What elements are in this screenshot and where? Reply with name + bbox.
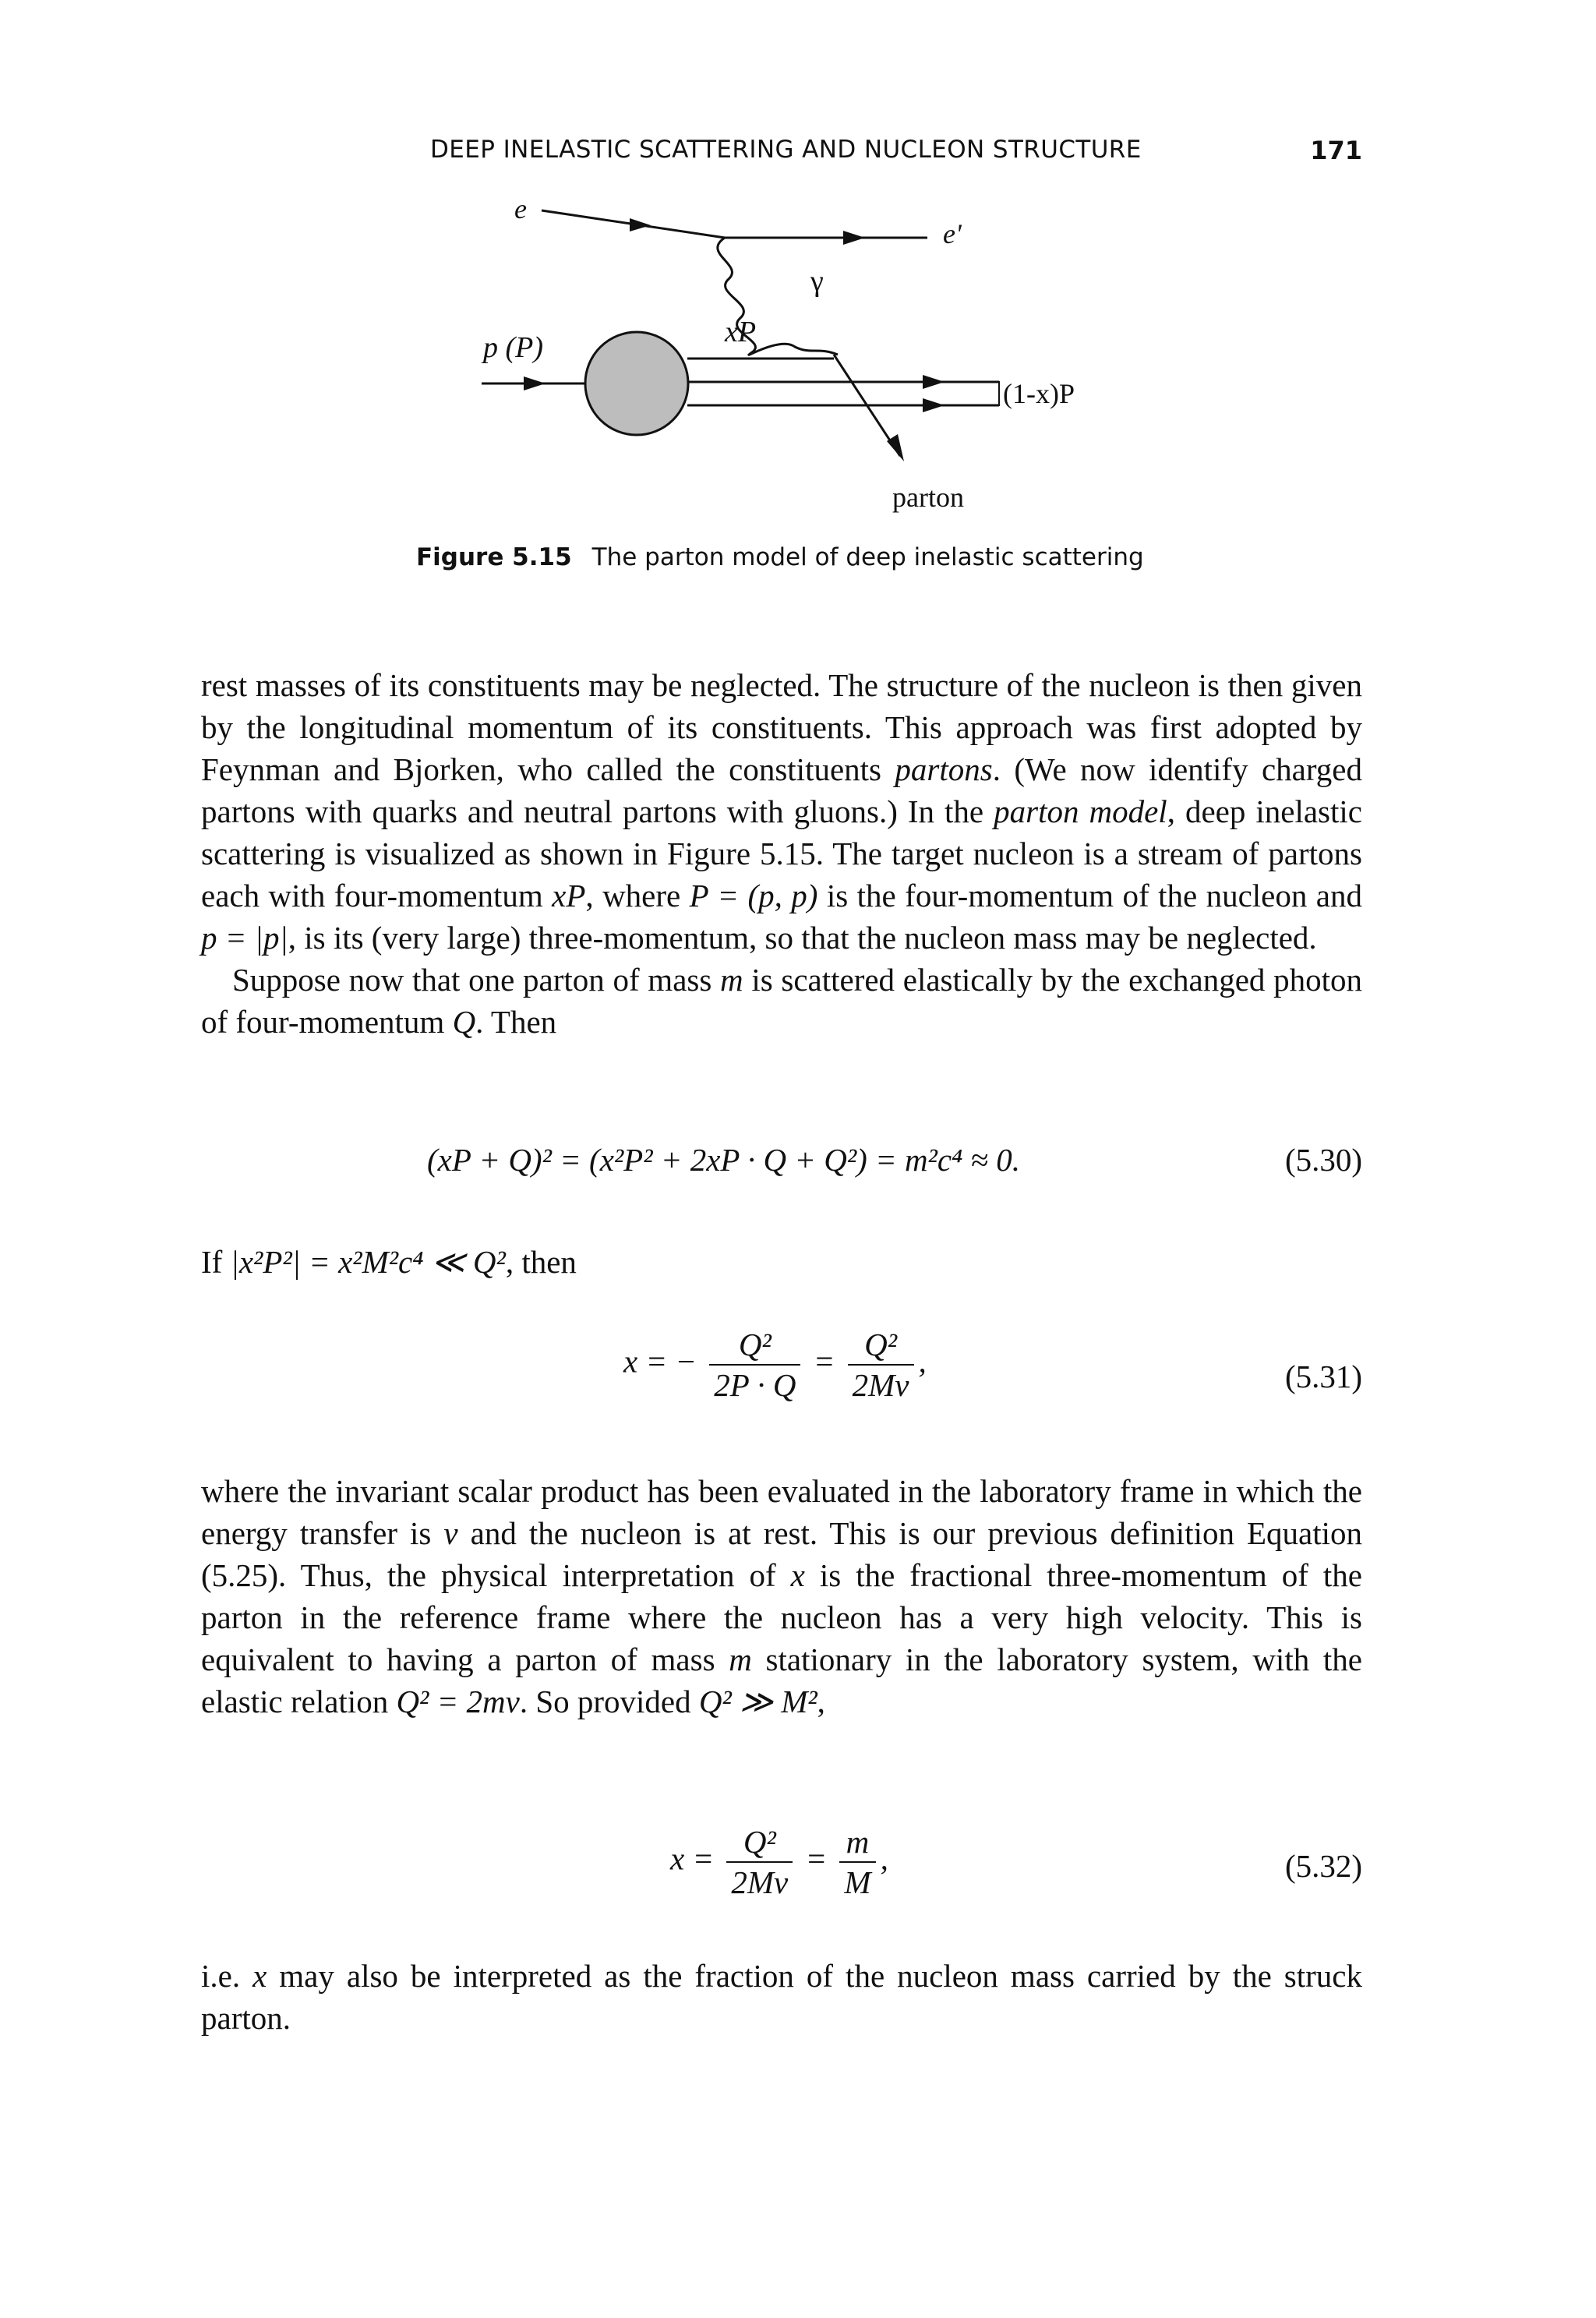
fraction <box>848 1327 914 1403</box>
electron-out-arrow <box>843 231 865 245</box>
text-run: may also be interpreted as the fraction of the nucleon mass carried by the struck parton. <box>201 1958 1362 2036</box>
paragraph-1 <box>201 664 1362 1043</box>
text-run: Suppose now that one parton of mass <box>232 962 721 998</box>
text-run: rest masses of its constituents may be neglected. The structure of the nucleon is then given by the longitudinal momentum of its constituents. This approach was first adopted by Feynman and Bjorken, who called the constituents <box>201 667 1362 787</box>
figure-caption-text: The parton model of deep inelastic scattering <box>591 543 1144 571</box>
condition-line <box>201 1241 1362 1283</box>
spectator-arrow-2 <box>923 398 945 412</box>
text-run: where the invariant scalar product has been evaluated in the laboratory frame in which the energy transfer is <box>201 1473 1362 1551</box>
label-gamma: γ <box>810 265 824 298</box>
fraction <box>726 1824 793 1900</box>
proton-in-arrow <box>524 376 546 390</box>
label-parton: parton <box>892 482 964 513</box>
text-run: is scattered elastically by the exchanged photon of four-momentum <box>201 962 1362 1040</box>
math-condition-2: Q² ≫ M² <box>698 1684 817 1719</box>
text-run: , is its (very large) three-momentum, so that the nucleon mass may be neglected. <box>288 920 1317 956</box>
numerator: Q² <box>709 1327 800 1366</box>
text-run: , then <box>505 1244 577 1280</box>
text-run: and the nucleon is at rest. This is our previous definition Equation (5.25). Thus, the physical interpretation of <box>201 1515 1363 1593</box>
numerator: Q² <box>848 1327 914 1366</box>
eq-lhs: x = <box>670 1840 715 1877</box>
text-run: is the four-momentum of the nucleon and <box>817 878 1362 913</box>
text-run: . So provided <box>519 1684 699 1719</box>
text-run: stationary in the laboratory system, with the elastic relation <box>201 1641 1362 1719</box>
equation-number-5-31: (5.31) <box>1284 1359 1362 1394</box>
term-partons: partons <box>895 751 993 787</box>
text-run: . Then <box>475 1004 557 1040</box>
denominator: 2Mν <box>852 1367 909 1403</box>
text-run: is the fractional three-momentum of the parton in the reference frame where the nucleon has a very high velocity. This is equivalent to having a parton of mass <box>201 1557 1363 1677</box>
equation-5-31 <box>623 1327 927 1403</box>
label-proton: p (P) <box>483 331 544 364</box>
math-x: x <box>790 1557 805 1593</box>
text-run: . (We now identify charged partons with quarks and neutral partons with gluons.) In the <box>201 751 1362 829</box>
denominator: M <box>844 1864 871 1900</box>
eq-sign: = <box>805 1840 828 1877</box>
electron-in-arrow <box>630 218 651 231</box>
math-nu: ν <box>443 1515 458 1551</box>
text-run: , where <box>585 878 690 913</box>
numerator: m <box>839 1824 875 1863</box>
denominator: 2Mν <box>731 1864 789 1900</box>
term-parton-model: parton model <box>994 793 1167 829</box>
math-condition: |x²P²| = x²M²c⁴ ≪ Q² <box>230 1244 506 1280</box>
text-run: i.e. <box>201 1958 253 1994</box>
text-run: If <box>201 1244 231 1280</box>
math-m: m <box>720 962 743 998</box>
fraction <box>709 1327 800 1403</box>
equation-5-32 <box>670 1824 888 1900</box>
figure-number: Figure 5.15 <box>416 543 572 571</box>
parton-model-diagram <box>0 0 1596 546</box>
label-remnant: (1-x)P <box>1003 378 1075 409</box>
equation-number-5-30: (5.30) <box>1284 1142 1362 1178</box>
eq-tail: , <box>880 1840 888 1877</box>
eq-lhs: x = − <box>623 1343 697 1380</box>
label-e-out: e' <box>943 218 962 249</box>
math-elastic-relation: Q² = 2mν <box>396 1684 520 1719</box>
equation-number-5-32: (5.32) <box>1284 1848 1362 1884</box>
label-xP: xP <box>725 316 757 348</box>
math-P-def: P = (p, p) <box>689 878 818 913</box>
math-x: x <box>252 1958 267 1994</box>
nucleon-blob <box>585 332 688 435</box>
spectator-arrow-1 <box>923 375 945 389</box>
paragraph-4 <box>201 1955 1362 2039</box>
eq-sign: = <box>813 1343 835 1380</box>
label-e-in: e <box>514 193 527 224</box>
numerator: Q² <box>726 1824 793 1863</box>
fraction <box>839 1824 875 1900</box>
running-head: DEEP INELASTIC SCATTERING AND NUCLEON STRUCTURE <box>430 136 1142 164</box>
denominator: 2P · Q <box>714 1367 796 1403</box>
page-number: 171 <box>1310 136 1362 165</box>
eq-tail: , <box>918 1343 927 1380</box>
remnant-bracket <box>988 382 999 405</box>
figure-caption <box>416 543 1144 571</box>
text-run: , <box>817 1684 825 1719</box>
math-xP: xP <box>552 878 586 913</box>
math-Q: Q <box>452 1004 476 1040</box>
text-run: , deep inelastic scattering is visualized as shown in Figure 5.15. The target nucleon is a stream of partons each with four-momentum <box>201 793 1362 913</box>
math-p-def: p = |p| <box>201 920 288 956</box>
paragraph-3 <box>201 1470 1362 1723</box>
math-m: m <box>729 1641 752 1677</box>
equation-5-30: (xP + Q)² = (x²P² + 2xP · Q + Q²) = m²c⁴ ≈ 0. <box>427 1142 1021 1178</box>
